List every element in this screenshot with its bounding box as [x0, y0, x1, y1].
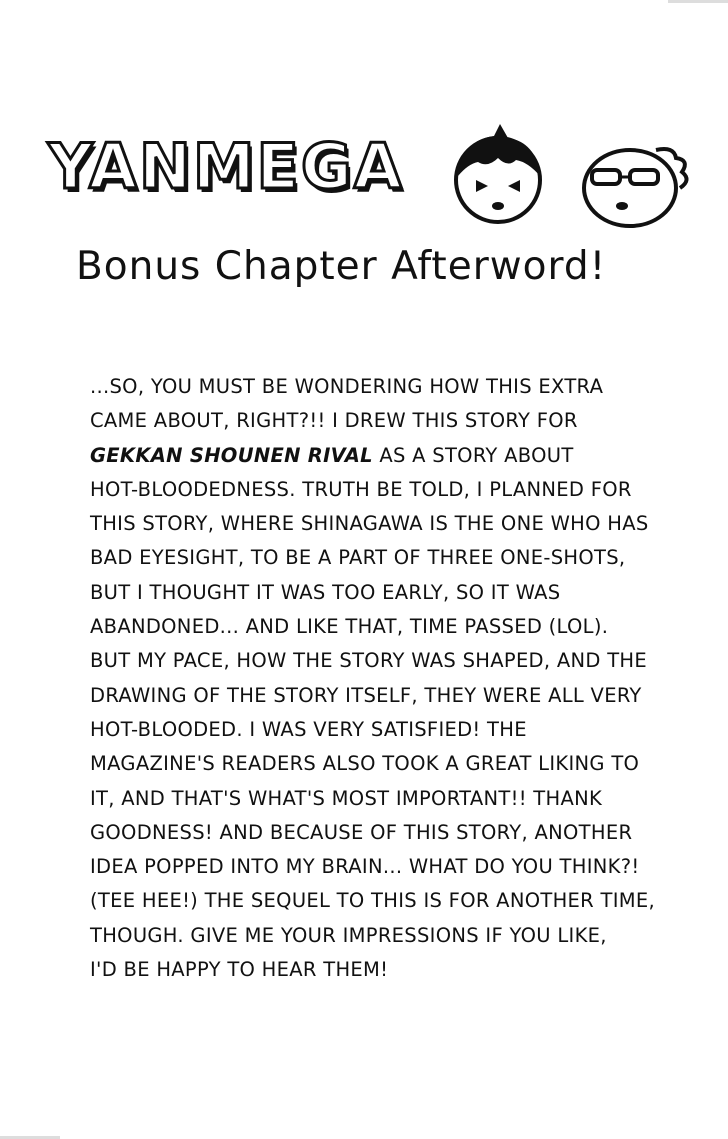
text-line — [90, 439, 690, 473]
logo-title: YANMEGA — [48, 130, 404, 203]
text-line: BAD EYESIGHT, TO BE A PART OF THREE ONE-SHOTS, — [90, 546, 626, 570]
magazine-title: GEKKAN SHOUNEN RIVAL — [90, 443, 373, 467]
text-line: CAME ABOUT, RIGHT?!! I DREW THIS STORY FOR — [90, 409, 578, 433]
text-line: IT, AND THAT'S WHAT'S MOST IMPORTANT!! THANK — [90, 786, 603, 810]
text-line-rest: AS A STORY ABOUT — [372, 443, 574, 467]
text-line: (TEE HEE!) THE SEQUEL TO THIS IS FOR ANOTHER TIME, — [90, 889, 656, 913]
text-line: BUT I THOUGHT IT WAS TOO EARLY, SO IT WAS — [90, 580, 561, 604]
boy-face-icon — [448, 118, 548, 228]
text-line: IDEA POPPED INTO MY BRAIN... WHAT DO YOU THINK?! — [90, 855, 640, 879]
text-line: HOT-BLOODEDNESS. TRUTH BE TOLD, I PLANNED FOR — [90, 477, 632, 501]
text-line: MAGAZINE'S READERS ALSO TOOK A GREAT LIKING TO — [90, 752, 640, 776]
text-line: DRAWING OF THE STORY ITSELF, THEY WERE ALL VERY — [90, 683, 642, 707]
afterword-text — [90, 370, 690, 987]
title-banner — [40, 110, 700, 230]
text-line: THOUGH. GIVE ME YOUR IMPRESSIONS IF YOU LIKE, — [90, 923, 607, 947]
text-line: BUT MY PACE, HOW THE STORY WAS SHAPED, AND THE — [90, 649, 648, 673]
text-line: THIS STORY, WHERE SHINAGAWA IS THE ONE WHO HAS — [90, 512, 649, 536]
text-line: ...SO, YOU MUST BE WONDERING HOW THIS EXTRA — [90, 375, 604, 398]
page-subtitle: Bonus Chapter Afterword! — [76, 244, 607, 289]
glasses-face-icon — [578, 140, 690, 230]
scan-edge-mark-top — [668, 0, 728, 3]
text-line: GOODNESS! AND BECAUSE OF THIS STORY, ANOTHER — [90, 820, 633, 844]
text-line: HOT-BLOODED. I WAS VERY SATISFIED! THE — [90, 717, 527, 741]
text-line: ABANDONED... AND LIKE THAT, TIME PASSED (LOL). — [90, 615, 609, 639]
text-line: I'D BE HAPPY TO HEAR THEM! — [90, 958, 389, 982]
